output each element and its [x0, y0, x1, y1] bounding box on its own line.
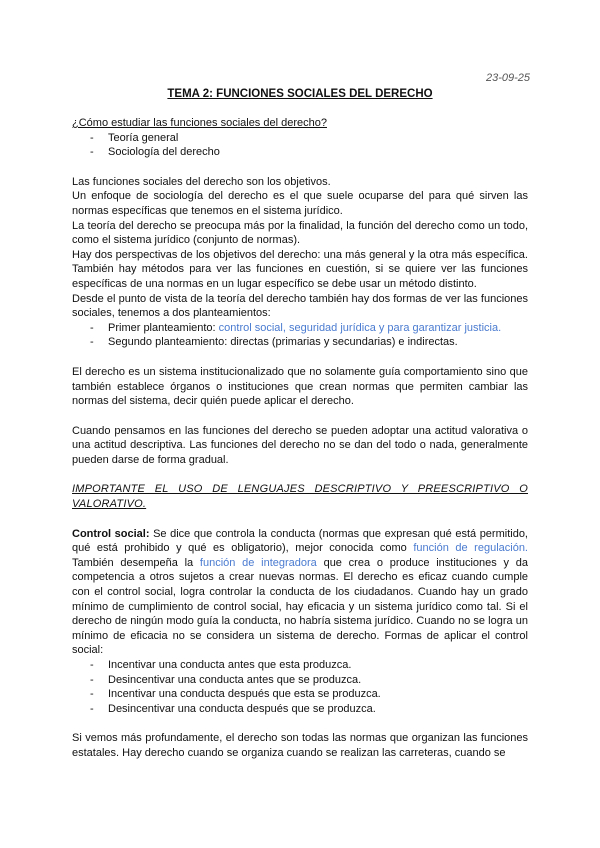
paragraph: El derecho es un sistema institucionalizado que no solamente guía comportamiento sino que también establece órganos o instituciones que crean normas que permiten cambiar las normas del sistema, decir quién puede aplicar el derecho. [72, 365, 528, 408]
paragraph: Si vemos más profundamente, el derecho son todas las normas que organizan las funciones estatales. Hay derecho cuando se organiza cuando se realizan las carreteras, cuando se [72, 732, 528, 759]
paragraph: Desde el punto de vista de la teoría del derecho también hay dos formas de ver las funciones sociales, tenemos a dos planteamientos: [72, 292, 528, 320]
list-item: - Desincentivar una conducta antes que se produzca. [72, 673, 528, 688]
control-forms-list [72, 658, 528, 716]
control-social-label: Control social: [72, 527, 150, 540]
list-item: - Incentivar una conducta después que esta se produzca. [72, 687, 528, 702]
list-item: - Teoría general [72, 131, 528, 146]
text-run: Se dice que controla la conducta (normas que expresan qué está permitido, qué está prohibido y qué es obligatorio), mejor conocida como [72, 527, 528, 555]
approaches-list [72, 321, 528, 350]
document-body [72, 116, 528, 761]
integration-term: función de integradora [199, 556, 317, 569]
list-item: - Sociología del derecho [72, 145, 528, 160]
question-heading: ¿Cómo estudiar las funciones sociales del derecho? [72, 117, 327, 129]
date-label: 23-09-25 [485, 72, 530, 84]
list-item: - Desincentivar una conducta después que se produzca. [72, 702, 528, 717]
paragraph: Un enfoque de sociología del derecho es el que suele ocuparse del para qué sirven las normas específicas que tenemos en el sistema jurídico. [72, 190, 528, 217]
study-list [72, 131, 528, 160]
list-item [72, 321, 528, 336]
regulation-term: función de regulación. [413, 542, 528, 555]
approach-value: control social, seguridad jurídica y para garantizar justicia. [218, 321, 502, 334]
paragraph: Hay dos perspectivas de los objetivos del derecho: una más general y la otra más específica. También hay métodos para ver las funciones en cuestión, si se quiere ver las funciones específicas de una normas en un lugar específico se debe usar un método distinto. [72, 248, 528, 290]
page-title: TEMA 2: FUNCIONES SOCIALES DEL DERECHO [167, 88, 433, 100]
list-item: - Segundo planteamiento: directas (primarias y secundarias) e indirectas. [72, 335, 528, 350]
paragraph: Las funciones sociales del derecho son los objetivos. [72, 175, 331, 188]
approach-label: Primer planteamiento: [108, 321, 219, 334]
paragraph: Cuando pensamos en las funciones del derecho se pueden adoptar una actitud valorativa o una actitud descriptiva. Las funciones del derecho no se dan del todo o nada, generalmente pueden darse de forma gradual. [72, 424, 528, 466]
text-run: También desempeña la [72, 556, 200, 569]
list-item: - Incentivar una conducta antes que esta produzca. [72, 658, 528, 673]
paragraph: La teoría del derecho se preocupa más por la finalidad, la función del derecho como un todo, como el sistema jurídico (conjunto de normas). [72, 219, 528, 247]
important-note: IMPORTANTE EL USO DE LENGUAJES DESCRIPTIVO Y PREESCRIPTIVO O VALORATIVO. [72, 483, 528, 511]
text-run: que crea o produce instituciones y da competencia a otros sujetos a crear nuevas normas. El derecho es eficaz cuando cumple con el control social, logra controlar la conducta de los ciudadanos. Cuando hay un grado mínimo de cumplimiento de control social, hay eficacia y un sistema jurídico como tal. Si el derecho de ningún modo guía la conducta, no habría sistema jurídico. Cuando no se logra un mínimo de eficacia no se considera un sistema de derecho. Formas de aplicar el control social: [72, 556, 529, 657]
control-social-paragraph [72, 527, 528, 658]
